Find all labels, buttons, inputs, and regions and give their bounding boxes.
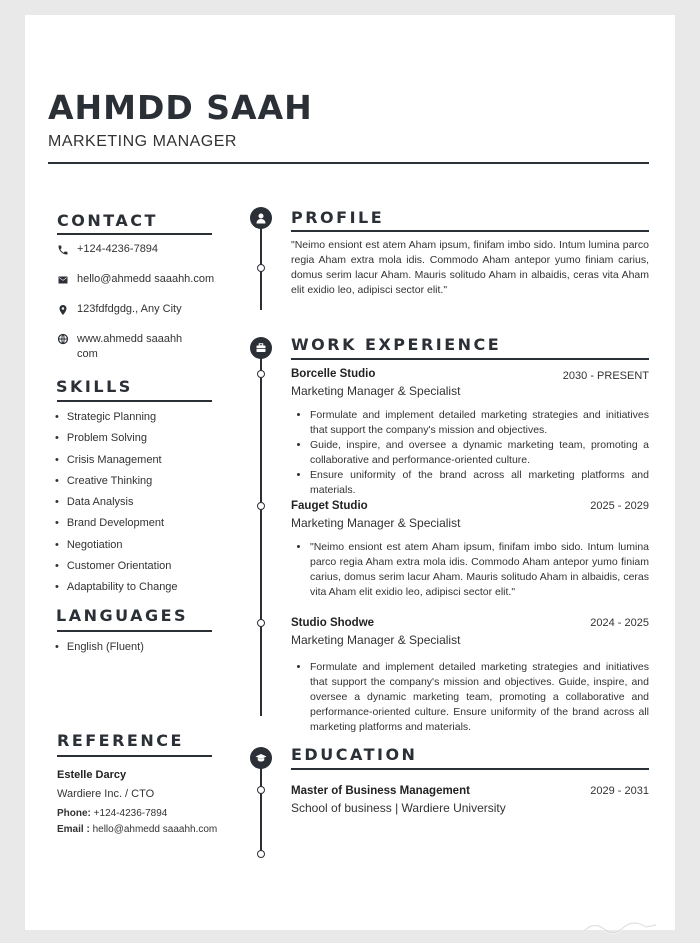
contact-website-line2[interactable]: com [77,348,98,360]
reference-phone-label: Phone: [57,808,91,819]
timeline-dot [257,850,265,858]
reference-name: Estelle Darcy [57,769,127,781]
job-company: Fauget Studio [291,500,368,512]
reference-email-value[interactable]: hello@ahmedd saaahh.com [92,824,218,835]
languages-heading: LANGUAGES [56,606,189,625]
job-bullets [292,408,649,498]
person-icon [255,212,267,224]
education-degree: Master of Business Management [291,785,470,797]
globe-icon [57,333,69,345]
profile-text: "Neimo ensiont est atem Aham ipsum, finifam imbo sido. Intum lumina parco regia Aham extra mola idis. Commodo Aham antepor yumo finiam carius, domus serim lacur Aham. Mauris solitudo Aham in albaidis, ceras vita Aham elit exidio leo, adipisci sector elit." [291,239,649,296]
contact-email-text[interactable]: hello@ahmedd saaahh.com [77,273,215,285]
timeline-dot [257,786,265,794]
contact-website-line1[interactable]: www.ahmedd saaahh [77,333,183,345]
job-bullets [292,660,649,735]
work-heading: WORK EXPERIENCE [291,335,502,354]
timeline-dot [257,619,265,627]
reference-heading: REFERENCE [57,731,184,750]
candidate-name: AHMDD SAAH [48,88,313,127]
profile-divider [291,230,649,232]
contact-phone [57,243,158,256]
job-bullet: • Ensure uniformity of the brand across all marketing platforms and materials. [310,468,649,498]
job-bullet: • Guide, inspire, and oversee a dynamic marketing team, promoting a collaborative and performance-oriented culture. [310,438,649,468]
reference-email [57,824,217,835]
contact-email [57,273,214,286]
job-dates: 2025 - 2029 [590,500,649,512]
graduation-cap-icon [255,752,267,764]
reference-phone [57,808,167,819]
email-icon [57,274,69,286]
job-company: Borcelle Studio [291,368,376,380]
job-role: Marketing Manager & Specialist [291,633,461,647]
skills-heading: SKILLS [56,377,133,396]
contact-location-text: 123fdfdgdg., Any City [77,303,182,315]
job-bullet: • Formulate and implement detailed marketing strategies and initiatives that support the company's mission and objectives. Guide, inspire, and oversee a dynamic marketing team, promoting a collaborative and performance-oriented culture. Ensure uniformity of the brand across all marketing platforms and materials. [310,660,649,735]
skill-item: • Brand Development [55,517,164,529]
contact-website [57,332,182,362]
education-divider [291,768,649,770]
timeline-line [260,768,262,856]
watermark-logo [580,915,660,937]
skill-item: • Data Analysis [55,496,134,508]
contact-location [57,303,182,316]
job-role: Marketing Manager & Specialist [291,516,461,530]
skill-item: • Creative Thinking [55,475,152,487]
timeline-dot [257,502,265,510]
phone-icon [57,244,69,256]
languages-divider [57,630,212,632]
job-bullet: • Formulate and implement detailed marketing strategies and initiatives that support the company's mission and objectives. [310,408,649,438]
job-dates: 2024 - 2025 [590,617,649,629]
reference-email-label: Email : [57,824,90,835]
briefcase-icon [255,342,267,354]
skills-divider [57,400,212,402]
skill-item: • Strategic Planning [55,411,156,423]
skill-item: • Crisis Management [55,454,162,466]
language-item: • English (Fluent) [55,641,144,653]
education-dates: 2029 - 2031 [590,785,649,797]
job-company: Studio Shodwe [291,617,375,629]
timeline-line [260,354,262,716]
skill-item: • Customer Orientation [55,560,171,572]
work-divider [291,358,649,360]
work-badge [250,337,272,359]
location-icon [57,304,69,316]
profile-heading: PROFILE [291,208,385,227]
skill-item: • Negotiation [55,539,123,551]
header-divider [48,162,649,164]
reference-company: Wardiere Inc. / CTO [57,788,155,800]
reference-divider [57,755,212,757]
education-heading: EDUCATION [291,745,418,764]
job-bullets [292,540,649,600]
timeline-dot [257,370,265,378]
job-dates: 2030 - PRESENT [562,370,649,382]
contact-divider [57,233,212,235]
job-bullet: • "Neimo ensiont est atem Aham ipsum, finifam imbo sido. Intum lumina parco regia Aham extra mola idis. Commodo Aham antepor yumo finiam carius, domus serim lacur Aham. Mauris solitudo Aham in albaidis, ceras vita Aham elit exidio leo, adipisci sector elit." [310,540,649,600]
skill-item: • Problem Solving [55,432,147,444]
education-badge [250,747,272,769]
contact-phone-text: +124-4236-7894 [77,243,159,255]
candidate-title: MARKETING MANAGER [48,133,237,150]
timeline-dot [257,264,265,272]
contact-heading: CONTACT [57,211,158,230]
job-role: Marketing Manager & Specialist [291,384,461,398]
education-school: School of business | Wardiere University [291,801,506,815]
skill-item: • Adaptability to Change [55,581,178,593]
profile-badge [250,207,272,229]
reference-phone-value: +124-4236-7894 [93,808,168,819]
